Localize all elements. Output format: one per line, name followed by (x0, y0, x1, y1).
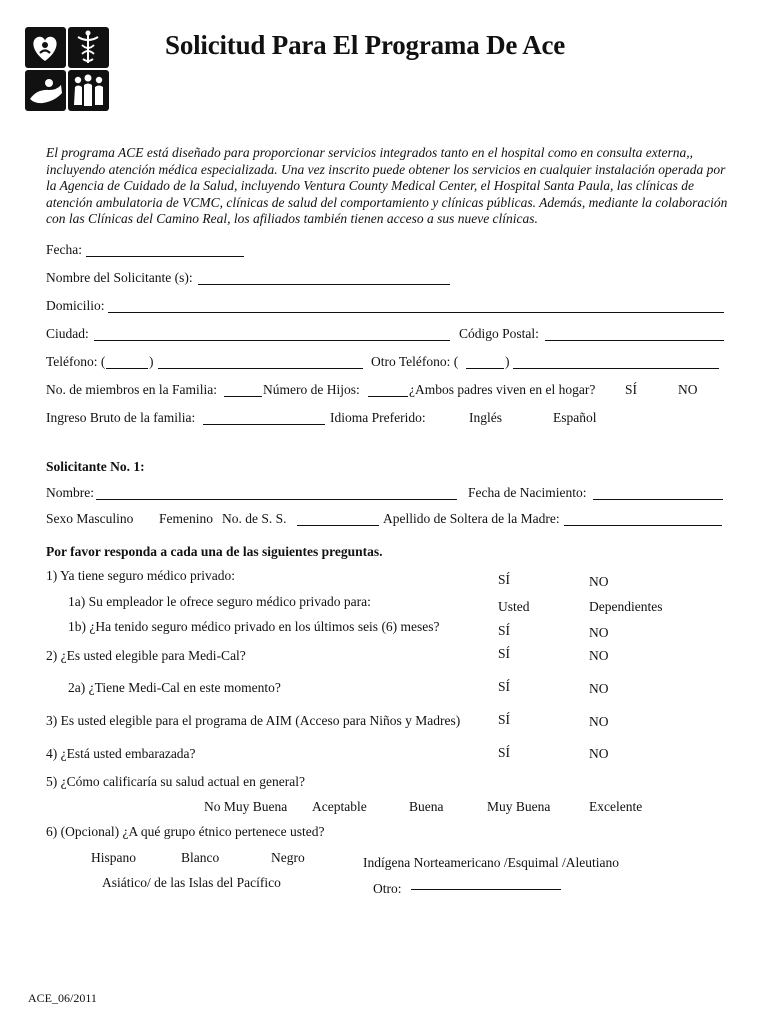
otro-telefono-area-field[interactable] (466, 368, 504, 369)
ambos-si-option[interactable]: SÍ (625, 382, 638, 397)
telefono-label: Teléfono: ( (46, 354, 106, 369)
ciudad-label: Ciudad: (46, 326, 89, 341)
q1a-dependientes-option[interactable]: Dependientes (589, 599, 663, 614)
otro-telefono-close: ) (505, 354, 510, 369)
hijos-label: Número de Hijos: (263, 382, 360, 397)
ingreso-label: Ingreso Bruto de la familia: (46, 410, 196, 425)
q6-text: 6) (Opcional) ¿A qué grupo étnico pertenece usted? (46, 824, 325, 839)
q5-option-excelente[interactable]: Excelente (589, 799, 643, 814)
ingreso-field[interactable] (203, 424, 325, 425)
otro-telefono-field[interactable] (513, 368, 719, 369)
q6-otro-field[interactable] (411, 889, 561, 890)
q1-no-option[interactable]: NO (589, 574, 609, 589)
codigo-postal-field[interactable] (545, 340, 724, 341)
ambos-padres-label: ¿Ambos padres viven en el hogar? (409, 382, 596, 397)
sexo-masculino-option[interactable]: Sexo Masculino (46, 511, 134, 526)
fecha-label: Fecha: (46, 242, 82, 257)
nombre-label: Nombre: (46, 485, 94, 500)
miembros-label: No. de miembros en la Familia: (46, 382, 217, 397)
ace-logo (25, 27, 109, 111)
ss-label: No. de S. S. (222, 511, 287, 526)
fecha-field[interactable] (86, 256, 244, 257)
q6-option-negro[interactable]: Negro (271, 850, 305, 865)
q5-option-aceptable[interactable]: Aceptable (312, 799, 367, 814)
fecha-nacimiento-field[interactable] (593, 499, 723, 500)
apellido-madre-field[interactable] (564, 525, 722, 526)
q2-text: 2) ¿Es usted elegible para Medi-Cal? (46, 648, 246, 663)
q5-option-no-muy-buena[interactable]: No Muy Buena (204, 799, 288, 814)
q6-option-hispano[interactable]: Hispano (91, 850, 136, 865)
q6-option-blanco[interactable]: Blanco (181, 850, 220, 865)
hijos-field[interactable] (368, 396, 408, 397)
miembros-field[interactable] (224, 396, 262, 397)
telefono-close: ) (149, 354, 154, 369)
q3-si-option[interactable]: SÍ (498, 712, 511, 727)
q4-text: 4) ¿Está usted embarazada? (46, 746, 196, 761)
otro-telefono-label: Otro Teléfono: ( (371, 354, 459, 369)
q2a-si-option[interactable]: SÍ (498, 679, 511, 694)
intro-paragraph: El programa ACE está diseñado para proporcionar servicios integrados tanto en el hospital como en consulta externa,, incluyendo atención médica especializada. Una vez inscrito puede obtener los servicios en cualquier instalación operada por la Agencia de Cuidado de la Salud, incluyendo Ventura County Medical Center, el Hospital Santa Paula, las clínicas de atención ambulatoria de VCMC, clínicas de salud del comportamiento y clínicas públicas. Además, mediante la colaboración con las Clínicas del Camino Real, los afiliados también tienen acceso a sus nueve clínicas. (46, 145, 728, 226)
q1-si-option[interactable]: SÍ (498, 572, 511, 587)
nombre-solicitante-field[interactable] (198, 284, 450, 285)
domicilio-label: Domicilio: (46, 298, 105, 313)
q5-option-buena[interactable]: Buena (409, 799, 444, 814)
telefono-area-field[interactable] (106, 368, 148, 369)
q5-text: 5) ¿Cómo calificaría su salud actual en general? (46, 774, 306, 789)
page-title: Solicitud Para El Programa De Ace (165, 30, 566, 60)
ambos-no-option[interactable]: NO (678, 382, 698, 397)
q1b-no-option[interactable]: NO (589, 625, 609, 640)
nombre-field[interactable] (96, 499, 457, 500)
q2a-text: 2a) ¿Tiene Medi-Cal en este momento? (68, 680, 281, 695)
q4-no-option[interactable]: NO (589, 746, 609, 761)
q6-option-indigena[interactable]: Indígena Norteamericano /Esquimal /Aleutiano (363, 855, 620, 870)
idioma-ingles-option[interactable]: Inglés (469, 410, 502, 425)
q2-si-option[interactable]: SÍ (498, 646, 511, 661)
q6-otro-label: Otro: (373, 881, 402, 896)
idioma-label: Idioma Preferido: (330, 410, 426, 425)
q1b-si-option[interactable]: SÍ (498, 623, 511, 638)
q1a-text: 1a) Su empleador le ofrece seguro médico privado para: (68, 594, 371, 609)
q2-no-option[interactable]: NO (589, 648, 609, 663)
q3-no-option[interactable]: NO (589, 714, 609, 729)
solicitante-heading: Solicitante No. 1: (46, 459, 145, 474)
domicilio-field[interactable] (108, 312, 724, 313)
apellido-madre-label: Apellido de Soltera de la Madre: (383, 511, 560, 526)
idioma-espanol-option[interactable]: Español (553, 410, 597, 425)
codigo-postal-label: Código Postal: (459, 326, 539, 341)
q5-option-muy-buena[interactable]: Muy Buena (487, 799, 551, 814)
q3-text: 3) Es usted elegible para el programa de AIM (Acceso para Niños y Madres) (46, 713, 461, 728)
form-version: ACE_06/2011 (28, 991, 97, 1005)
q6-option-asiatico[interactable]: Asiático/ de las Islas del Pacífico (102, 875, 281, 890)
q2a-no-option[interactable]: NO (589, 681, 609, 696)
q4-si-option[interactable]: SÍ (498, 745, 511, 760)
q1b-text: 1b) ¿Ha tenido seguro médico privado en los últimos seis (6) meses? (68, 619, 440, 634)
q1a-usted-option[interactable]: Usted (498, 599, 530, 614)
q1-text: 1) Ya tiene seguro médico privado: (46, 568, 235, 583)
fecha-nacimiento-label: Fecha de Nacimiento: (468, 485, 587, 500)
ciudad-field[interactable] (94, 340, 450, 341)
sexo-femenino-option[interactable]: Femenino (159, 511, 213, 526)
nombre-solicitante-label: Nombre del Solicitante (s): (46, 270, 193, 285)
ss-field[interactable] (297, 525, 379, 526)
questions-heading: Por favor responda a cada una de las siguientes preguntas. (46, 544, 383, 559)
telefono-field[interactable] (158, 368, 363, 369)
